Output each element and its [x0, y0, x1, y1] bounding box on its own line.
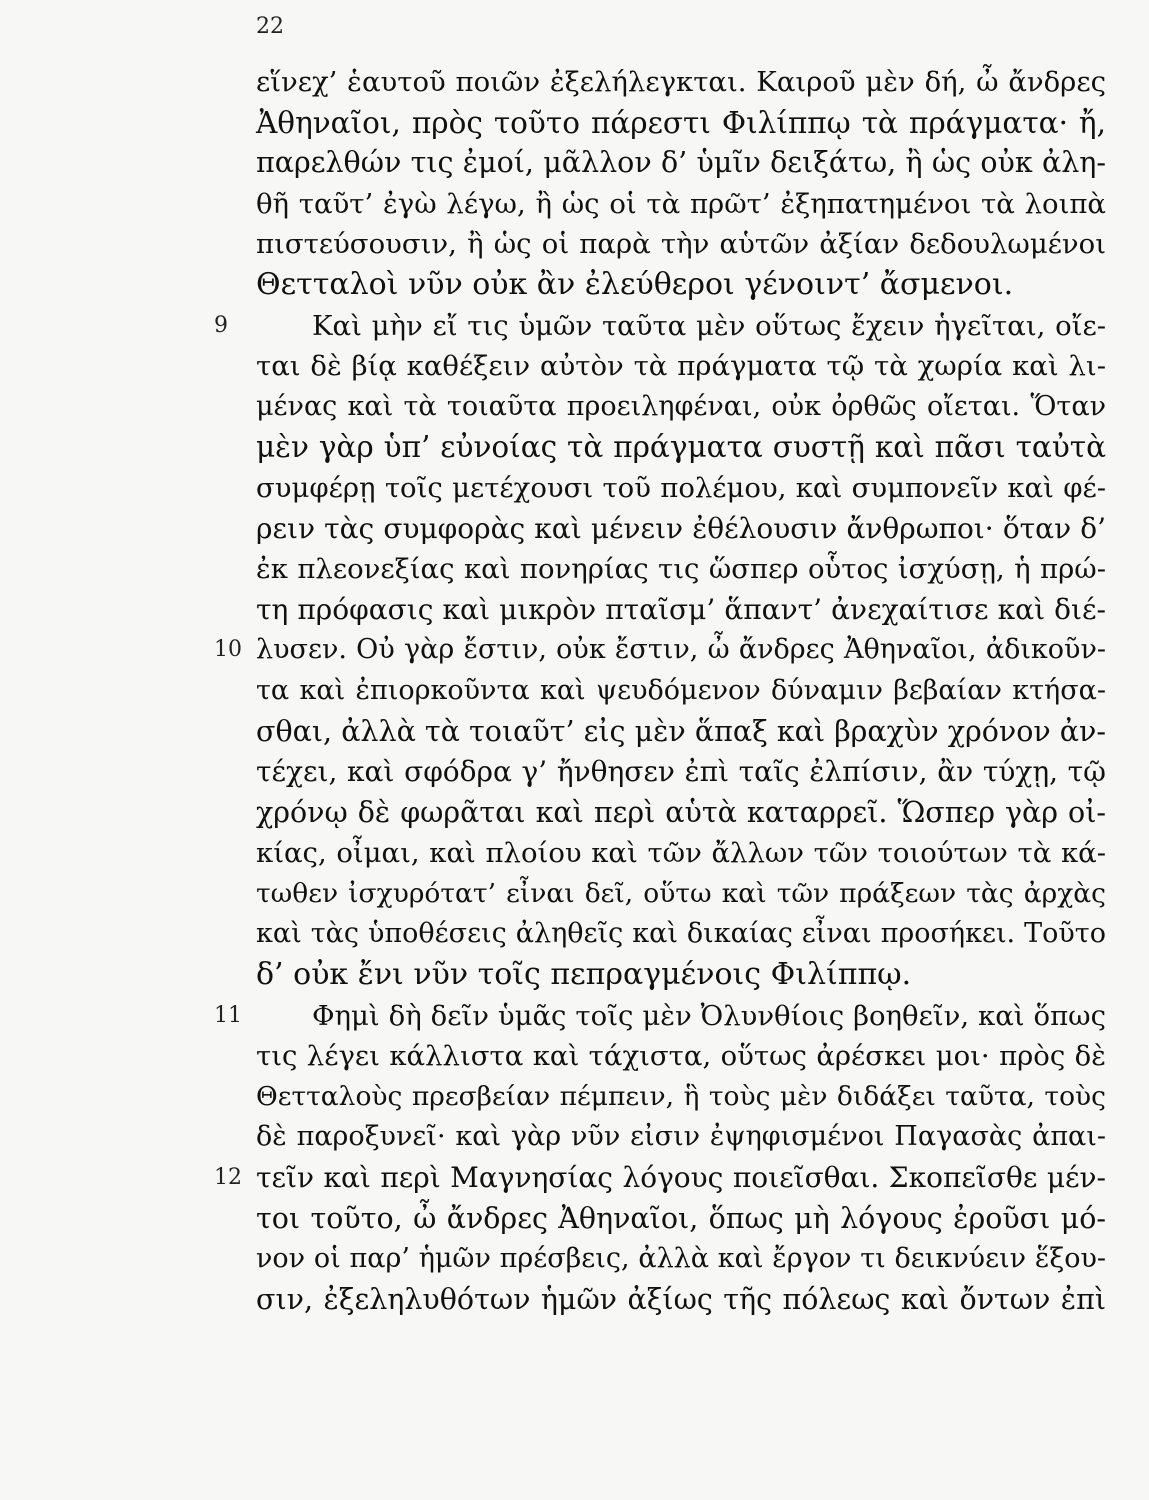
line-text: δ’ οὐκ ἔνι νῦν τοῖς πεπραγμένοις Φιλίππῳ. — [256, 957, 912, 993]
line-text: Φημὶ δὴ δεῖν ὑμᾶς τοῖς μὲν Ὀλυνθίοις βοηθεῖν, καὶ ὅπως — [312, 999, 1106, 1032]
text-line — [256, 955, 1106, 996]
section-number: 12 — [214, 1165, 242, 1191]
line-text: κίας, οἶμαι, καὶ πλοίου καὶ τῶν ἄλλων τῶν τοιούτων τὰ κά- — [256, 837, 1106, 870]
line-text: λυσεν. Οὐ γὰρ ἔστιν, οὐκ ἔστιν, ὦ ἄνδρες Ἀθηναῖοι, ἀδικοῦν- — [256, 634, 1106, 666]
section-number: 10 — [214, 637, 242, 663]
text-line — [256, 143, 1106, 184]
text-line — [256, 1117, 1106, 1158]
text-line — [256, 509, 1106, 550]
line-text: πιστεύσουσιν, ἢ ὡς οἱ παρὰ τὴν αὑτῶν ἀξίαν δεδουλωμένοι — [256, 228, 1106, 261]
text-line — [256, 468, 1106, 509]
line-text: σθαι, ἀλλὰ τὰ τοιαῦτ’ εἰς μὲν ἅπαξ καὶ βραχὺν χρόνον ἀν- — [256, 714, 1106, 748]
text-line — [214, 630, 1106, 671]
text-line — [256, 1036, 1106, 1077]
text-line — [256, 265, 1106, 306]
text-line — [214, 1158, 1106, 1199]
text-line — [256, 387, 1106, 428]
line-text: ται δὲ βίᾳ καθέξειν αὐτὸν τὰ πράγματα τῷ τὰ χωρία καὶ λι- — [256, 350, 1106, 383]
line-text: συμφέρῃ τοῖς μετέχουσι τοῦ πολέμου, καὶ συμπονεῖν καὶ φέ- — [256, 471, 1106, 504]
text-line — [256, 224, 1106, 265]
line-text: καὶ τὰς ὑποθέσεις ἀληθεῖς καὶ δικαίας εἶναι προσήκει. Τοῦτο — [256, 918, 1106, 950]
text-line — [256, 346, 1106, 387]
line-text: Ἀθηναῖοι, πρὸς τοῦτο πάρεστι Φιλίππῳ τὰ πράγματα· ἤ, — [256, 105, 1106, 140]
text-line — [256, 671, 1106, 712]
line-text: τωθεν ἰσχυρότατ’ εἶναι δεῖ, οὕτω καὶ τῶν πράξεων τὰς ἀρχὰς — [256, 877, 1106, 909]
text-line — [256, 712, 1106, 753]
text-line — [256, 1239, 1106, 1280]
text-line — [256, 427, 1106, 468]
line-text: τέχει, καὶ σφόδρα γ’ ἤνθησεν ἐπὶ ταῖς ἐλπίσιν, ἂν τύχῃ, τῷ — [256, 755, 1106, 789]
line-text: τεῖν καὶ περὶ Μαγνησίας λόγους ποιεῖσθαι. Σκοπεῖσθε μέν- — [256, 1161, 1106, 1195]
line-text: νον οἱ παρ’ ἡμῶν πρέσβεις, ἀλλὰ καὶ ἔργον τι δεικνύειν ἕξου- — [256, 1243, 1106, 1275]
text-line — [256, 752, 1106, 793]
text-line — [256, 874, 1106, 915]
text-line — [256, 793, 1106, 834]
line-text: παρελθών τις ἐμοί, μᾶλλον δ’ ὑμῖν δειξάτω, ἢ ὡς οὐκ ἀλη- — [256, 146, 1106, 180]
line-text: σιν, ἐξεληλυθότων ἡμῶν ἀξίως τῆς πόλεως καὶ ὄντων ἐπὶ — [256, 1282, 1106, 1316]
text-line — [256, 62, 1106, 103]
section-number: 11 — [214, 1002, 242, 1028]
line-text: χρόνῳ δὲ φωρᾶται καὶ περὶ αὑτὰ καταρρεῖ. Ὥσπερ γὰρ οἰ- — [256, 795, 1106, 829]
line-text: ρειν τὰς συμφορὰς καὶ μένειν ἐθέλουσιν ἄνθρωποι· ὅταν δ’ — [256, 511, 1106, 545]
line-text: εἵνεχ’ ἑαυτοῦ ποιῶν ἐξελήλεγκται. Καιροῦ μὲν δή, ὦ ἄνδρες — [256, 66, 1106, 98]
text-line — [256, 184, 1106, 225]
line-text: δὲ παροξυνεῖ· καὶ γὰρ νῦν εἰσιν ἐψηφισμένοι Παγασὰς ἀπαι- — [256, 1121, 1106, 1153]
line-text: μένας καὶ τὰ τοιαῦτα προειληφέναι, οὐκ ὀρθῶς οἴεται. Ὅταν — [256, 390, 1106, 422]
line-text: τη πρόφασις καὶ μικρὸν πταῖσμ’ ἅπαντ’ ἀνεχαίτισε καὶ διέ- — [256, 592, 1106, 626]
section-number: 9 — [214, 312, 228, 338]
greek-text-body — [214, 62, 1106, 1320]
text-line — [256, 549, 1106, 590]
line-text: τοι τοῦτο, ὦ ἄνδρες Ἀθηναῖοι, ὅπως μὴ λόγους ἐροῦσι μό- — [256, 1201, 1106, 1235]
text-line — [256, 1199, 1106, 1240]
text-line — [256, 1077, 1106, 1118]
line-text: τις λέγει κάλλιστα καὶ τάχιστα, οὕτως ἀρέσκει μοι· πρὸς δὲ — [256, 1040, 1106, 1073]
line-text: τα καὶ ἐπιορκοῦντα καὶ ψευδόμενον δύναμιν βεβαίαν κτήσα- — [256, 674, 1106, 706]
text-line — [256, 1280, 1106, 1321]
text-line — [256, 833, 1106, 874]
line-text: θῆ ταῦτ’ ἐγὼ λέγω, ἢ ὡς οἱ τὰ πρῶτ’ ἐξηπατημένοι τὰ λοιπὰ — [256, 187, 1106, 220]
line-text: Θετταλοὺς πρεσβείαν πέμπειν, ἣ τοὺς μὲν διδάξει ταῦτα, τοὺς — [256, 1080, 1106, 1112]
page-number: 22 — [256, 14, 284, 39]
text-line — [214, 306, 1106, 347]
line-text: ἐκ πλεονεξίας καὶ πονηρίας τις ὥσπερ οὗτος ἰσχύσῃ, ἡ πρώ- — [256, 553, 1106, 586]
line-text: Θετταλοὶ νῦν οὐκ ἂν ἐλεύθεροι γένοιντ’ ἄσμενοι. — [256, 266, 1014, 302]
line-text: Καὶ μὴν εἴ τις ὑμῶν ταῦτα μὲν οὕτως ἔχειν ἡγεῖται, οἴε- — [312, 309, 1106, 342]
line-text: μὲν γὰρ ὑπ’ εὐνοίας τὰ πράγματα συστῇ καὶ πᾶσι ταὐτὰ — [256, 430, 1106, 465]
text-line — [256, 914, 1106, 955]
text-line — [256, 103, 1106, 144]
text-line — [256, 590, 1106, 631]
text-line — [214, 996, 1106, 1037]
